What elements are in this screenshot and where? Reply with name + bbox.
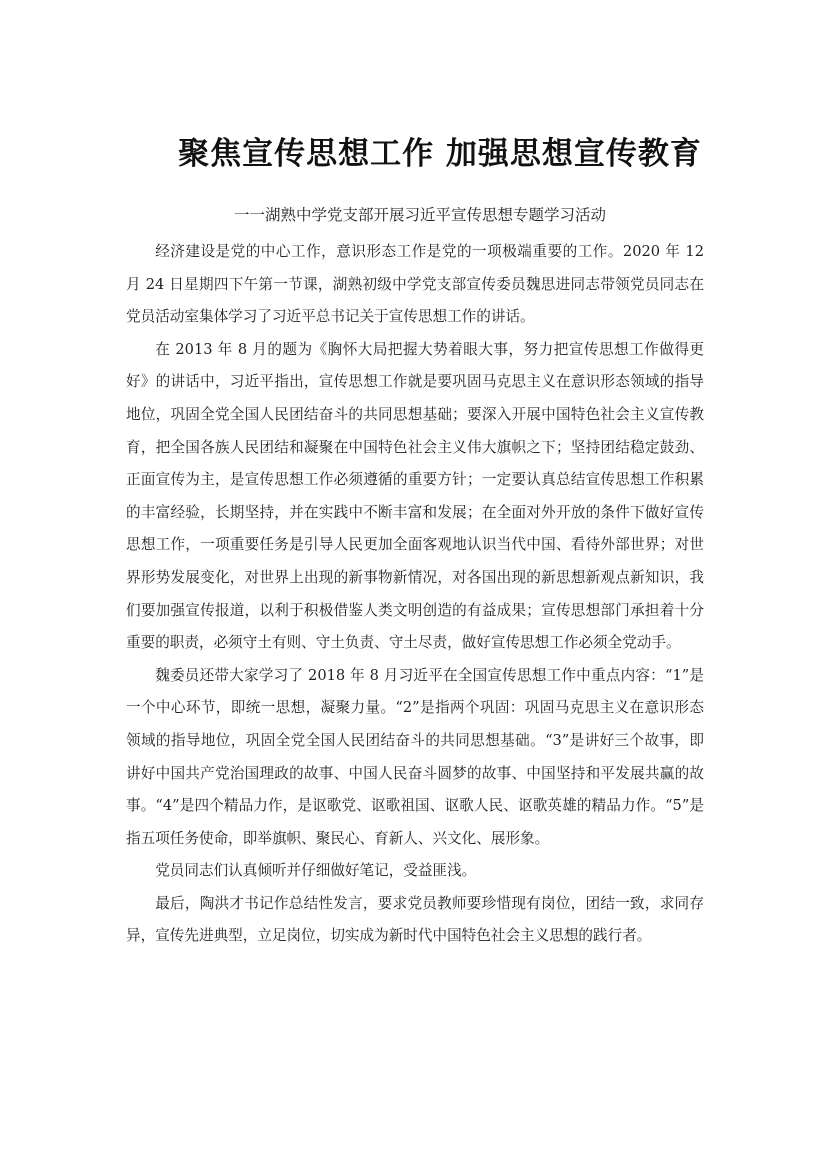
document-subtitle: 一一湖熟中学党支部开展习近平宣传思想专题学习活动 (233, 206, 606, 224)
document-title: 聚焦宣传思想工作 加强思想宣传教育 (178, 136, 702, 172)
document-body (126, 236, 704, 953)
paragraph-2013-speech: 在 2013 年 8 月的题为《胸怀大局把握大势着眼大事，努力把宣传思想工作做得更好》的讲话中，习近平指出，宣传思想工作就是要巩固马克思主义在意识形态领域的指导地位，巩固全党全国人民团结奋斗的共同思想基础；要深入开展中国特色社会主义宣传教育，把全国各族人民团结和凝聚在中国特色社会主义伟大旗帜之下；坚持团结稳定鼓劲、正面宣传为主，是宣传思想工作必须遵循的重要方针；一定要认真总结宣传思想工作积累的丰富经验，长期坚持，并在实践中不断丰富和发展；在全面对外开放的条件下做好宣传思想工作，一项重要任务是引导人民更加全面客观地认识当代中国、看待外部世界；对世界形势发展变化，对世界上出现的新事物新情况，对各国出现的新思想新观点新知识，我们要加强宣传报道，以利于积极借鉴人类文明创造的有益成果；宣传思想部门承担着十分重要的职责，必须守土有则、守土负责、守土尽责，做好宣传思想工作必须全党动手。 (126, 340, 704, 652)
paragraph-2018-key-points: 魏委员还带大家学习了 2018 年 8 月习近平在全国宣传思想工作中重点内容：“1”是一个中心环节，即统一思想，凝聚力量。“2”是指两个巩固：巩固马克思主义在意识形态领域的指导地位，巩固全党全国人民团结奋斗的共同思想基础。“3”是讲好三个故事，即讲好中国共产党治国理政的故事、中国人民奋斗圆梦的故事、中国坚持和平发展共赢的故事。“4”是四个精品力作，是讴歌党、讴歌祖国、讴歌人民、讴歌英雄的精品力作。“5”是指五项任务使命，即举旗帜、聚民心、育新人、兴文化、展形象。 (126, 666, 704, 847)
paragraph-intro: 经济建设是党的中心工作，意识形态工作是党的一项极端重要的工作。2020 年 12 月 24 日星期四下午第一节课，湖熟初级中学党支部宣传委员魏思进同志带领党员同志在党员活动室集体学习了习近平总书记关于宣传思想工作的讲话。 (126, 243, 704, 326)
paragraph-notes: 党员同志们认真倾听并仔细做好笔记，受益匪浅。 (155, 862, 477, 880)
paragraph-conclusion: 最后，陶洪才书记作总结性发言，要求党员教师要珍惜现有岗位，团结一致，求同存异，宣传先进典型，立足岗位，切实成为新时代中国特色社会主义思想的践行者。 (126, 894, 704, 945)
